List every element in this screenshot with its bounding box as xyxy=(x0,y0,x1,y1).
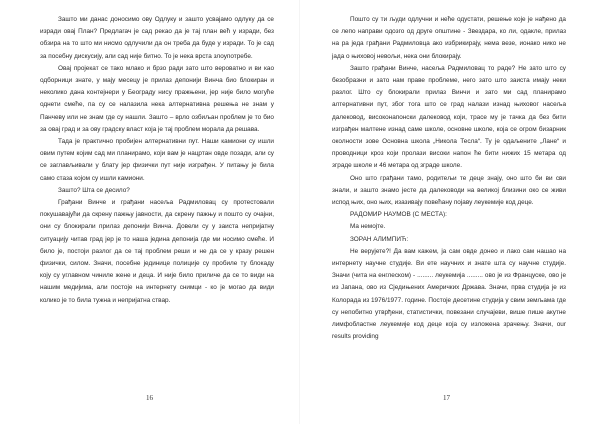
left-paragraph-2: Овај пројекат се тако млако и брзо ради зато што вероватно и ви као одборници знате, у мају месецу је прилаз депонији Винча био блокиран и неколико дана контејнери у Београду нису пражњени, јер није било могуће однети смеће, па су се налазила нека алтернативна решења не знам у Панчеву или не знам где су нашли. Зашто – врло озбиљан проблем је то био за овај град и за ову градску власт која је тај проблем морала да решава. xyxy=(40,64,274,133)
right-page-text xyxy=(332,14,566,343)
interjection: Ма немојте. xyxy=(350,223,386,231)
speaker-label-alimpic: ЗОРАН АЛИМПИЋ: xyxy=(350,235,409,243)
left-page-text xyxy=(40,14,274,307)
right-paragraph-1: Пошто су ти људи одлучни и неће одустати, решење које је нађено да се лепо направи одозго од друге општине - Звездара, ко ли, одакле, прилаз на ра једа грађани Радмиловца ако избрикирају, нема везе, ионако нико не јада о њиховој невољи, нека они блокирају. xyxy=(332,16,566,60)
right-paragraph-3: Оно што грађани тамо, родитељи те деце знају, оно што би ви сви знали, и зашто знамо јесте да далеководи на великој близини око се живи испод њих, оно њих, изазивају повећану појаву леукемије код деце. xyxy=(332,174,566,207)
left-page-number: 16 xyxy=(146,394,153,402)
left-paragraph-5: Грађани Винче и грађани насеља Радмиловац су протестовали покушавајући да скрену пажњу јавности, да скрену пажњу и пошто су очајни, они су блокирали прилаз депонији Винча. Довели су у заиста непријатну ситуацију читав град јер је то наша једина депонија где ми носимо смеће. И било је, постоји разлог да се тај проблем реши и не да се у кразу решен физички, силом. Значи, посебне јединице полиције су пробиле ту блокаду коју су углавном чиниле жене и деца. И није било приличе да се то види на нашим медијима, али постоје на интернету снимци - ко је могао да види колико је то била тужна и непријатна ствар. xyxy=(40,199,274,304)
left-paragraph-4: Зашто? Шта се десило? xyxy=(58,186,130,194)
left-paragraph-3: Тада је практично пробијен алтернативни пут. Наши камиони су ишли овим путем којим сад ми планирамо, који вам је нацртан овде позади, али су се заглављивали у блату јер физички пут није изграђен. У питању је била само стаза којом су ишли камиони. xyxy=(40,138,274,182)
speaker-label-naumov: РАДОМИР НАУМОВ (С МЕСТА): xyxy=(350,211,447,219)
right-page xyxy=(300,0,600,424)
right-paragraph-7: Не верујете?! Да вам кажем, ја сам овде донео и лако сам нашао на интернету научне студије. Ви ете научних и знате шта су научне студије. Значи (чита на енглеском) - ......... леукемија ......... ово је из Француске, ово је из Јапана, ово из Сједињених Америчких Држава. Значи, прва студија је из Колорада из 1976/1977. године. Постоје десетине студија у свим земљама где су непобитно утврђени, статистички, повезани случајеви, више пише акутне лимфобластне леукемије код деце која су изложена зрачењу. Значи, our results providing xyxy=(332,247,566,341)
left-paragraph-1: Зашто ми данас доносимо ову Одлуку и зашто усвајамо одлуку да се изради овај План? Предлагач је сад рекао да је тај план већ у изради, без обзира на то што ми нисмо одлучили да он треба да буде у изради. То је сад за посебну дискусију, али сад није битно. То је нека врста злоупотребе. xyxy=(40,16,274,60)
right-paragraph-2: Зашто грађани Винче, насеља Радмиловац то раде? Не зато што су безобразни и зато нам праве проблеме, него зато што заиста имају неки разлог. Што су блокирали прилаз Винчи и зато ми сад планирамо алтернативни пут, због тога што се град налази изнад њиховог насеља далековод, високонапонски далековод који, трасе му је тачка да без бити изграђен малтене изнад саме школе, основне школе, која се огром бизарник околности зове Основна школа „Никола Тесла“. Ту је одаљените „Лане“ и проводници кроз који пролази високи напон ће бити нижих 15 метара од зграде школе и 46 метара од зграде школе. xyxy=(332,64,566,170)
right-page-number: 17 xyxy=(443,394,450,402)
